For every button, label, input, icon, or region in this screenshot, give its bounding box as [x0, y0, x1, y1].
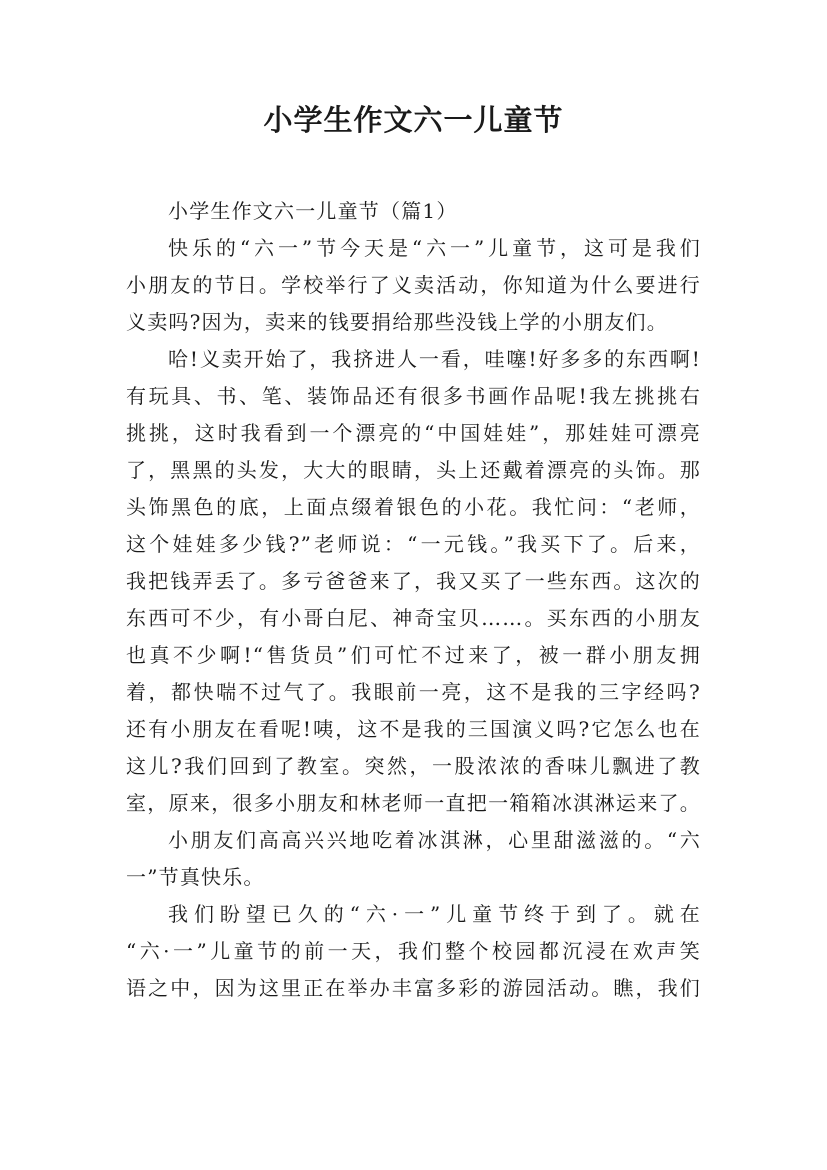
- text-line: 小学生作文六一儿童节（篇1）: [168, 199, 458, 223]
- text-line: 小朋友们高高兴兴地吃着冰淇淋，心里甜滋滋的。“六: [168, 828, 701, 852]
- text-line: 我把钱弄丢了。多亏爸爸来了，我又买了一些东西。这次的: [126, 569, 701, 593]
- text-line: 有玩具、书、笔、装饰品还有很多书画作品呢!我左挑挑右: [126, 384, 701, 408]
- text-line: 义卖吗?因为，卖来的钱要捐给那些没钱上学的小朋友们。: [126, 310, 668, 334]
- text-line: 了，黑黑的头发，大大的眼睛，头上还戴着漂亮的头饰。那: [126, 458, 701, 482]
- text-line: 语之中，因为这里正在举办丰富多彩的游园活动。瞧，我们: [126, 976, 701, 1000]
- text-line: 快乐的“六一”节今天是“六一”儿童节，这可是我们: [168, 236, 701, 260]
- text-line: 我们盼望已久的“六·一”儿童节终于到了。就在: [168, 902, 701, 926]
- text-line: 一”节真快乐。: [126, 865, 265, 889]
- text-line: 室，原来，很多小朋友和林老师一直把一箱箱冰淇淋运来了。: [126, 791, 701, 815]
- text-line: 哈!义卖开始了，我挤进人一看，哇噻!好多多的东西啊!: [168, 347, 701, 371]
- document-body: [126, 193, 701, 1007]
- text-line: 还有小朋友在看呢!咦，这不是我的三国演义吗?它怎么也在: [126, 717, 701, 741]
- text-line: 这个娃娃多少钱?”老师说：“一元钱。”我买下了。后来，: [126, 532, 701, 556]
- text-line: 挑挑，这时我看到一个漂亮的“中国娃娃”，那娃娃可漂亮: [126, 421, 701, 445]
- text-line: 头饰黑色的底，上面点缀着银色的小花。我忙问：“老师，: [126, 495, 701, 519]
- document-title: 小学生作文六一儿童节: [263, 103, 564, 137]
- text-line: 这儿?我们回到了教室。突然，一股浓浓的香味儿飘进了教: [126, 754, 701, 778]
- text-line: 着，都快喘不过气了。我眼前一亮，这不是我的三字经吗?: [126, 680, 701, 704]
- text-line: “六·一”儿童节的前一天，我们整个校园都沉浸在欢声笑: [126, 939, 701, 963]
- text-line: 也真不少啊!“售货员”们可忙不过来了，被一群小朋友拥: [126, 643, 701, 667]
- text-line: 东西可不少，有小哥白尼、神奇宝贝……。买东西的小朋友: [126, 606, 701, 630]
- text-line: 小朋友的节日。学校举行了义卖活动，你知道为什么要进行: [126, 273, 701, 297]
